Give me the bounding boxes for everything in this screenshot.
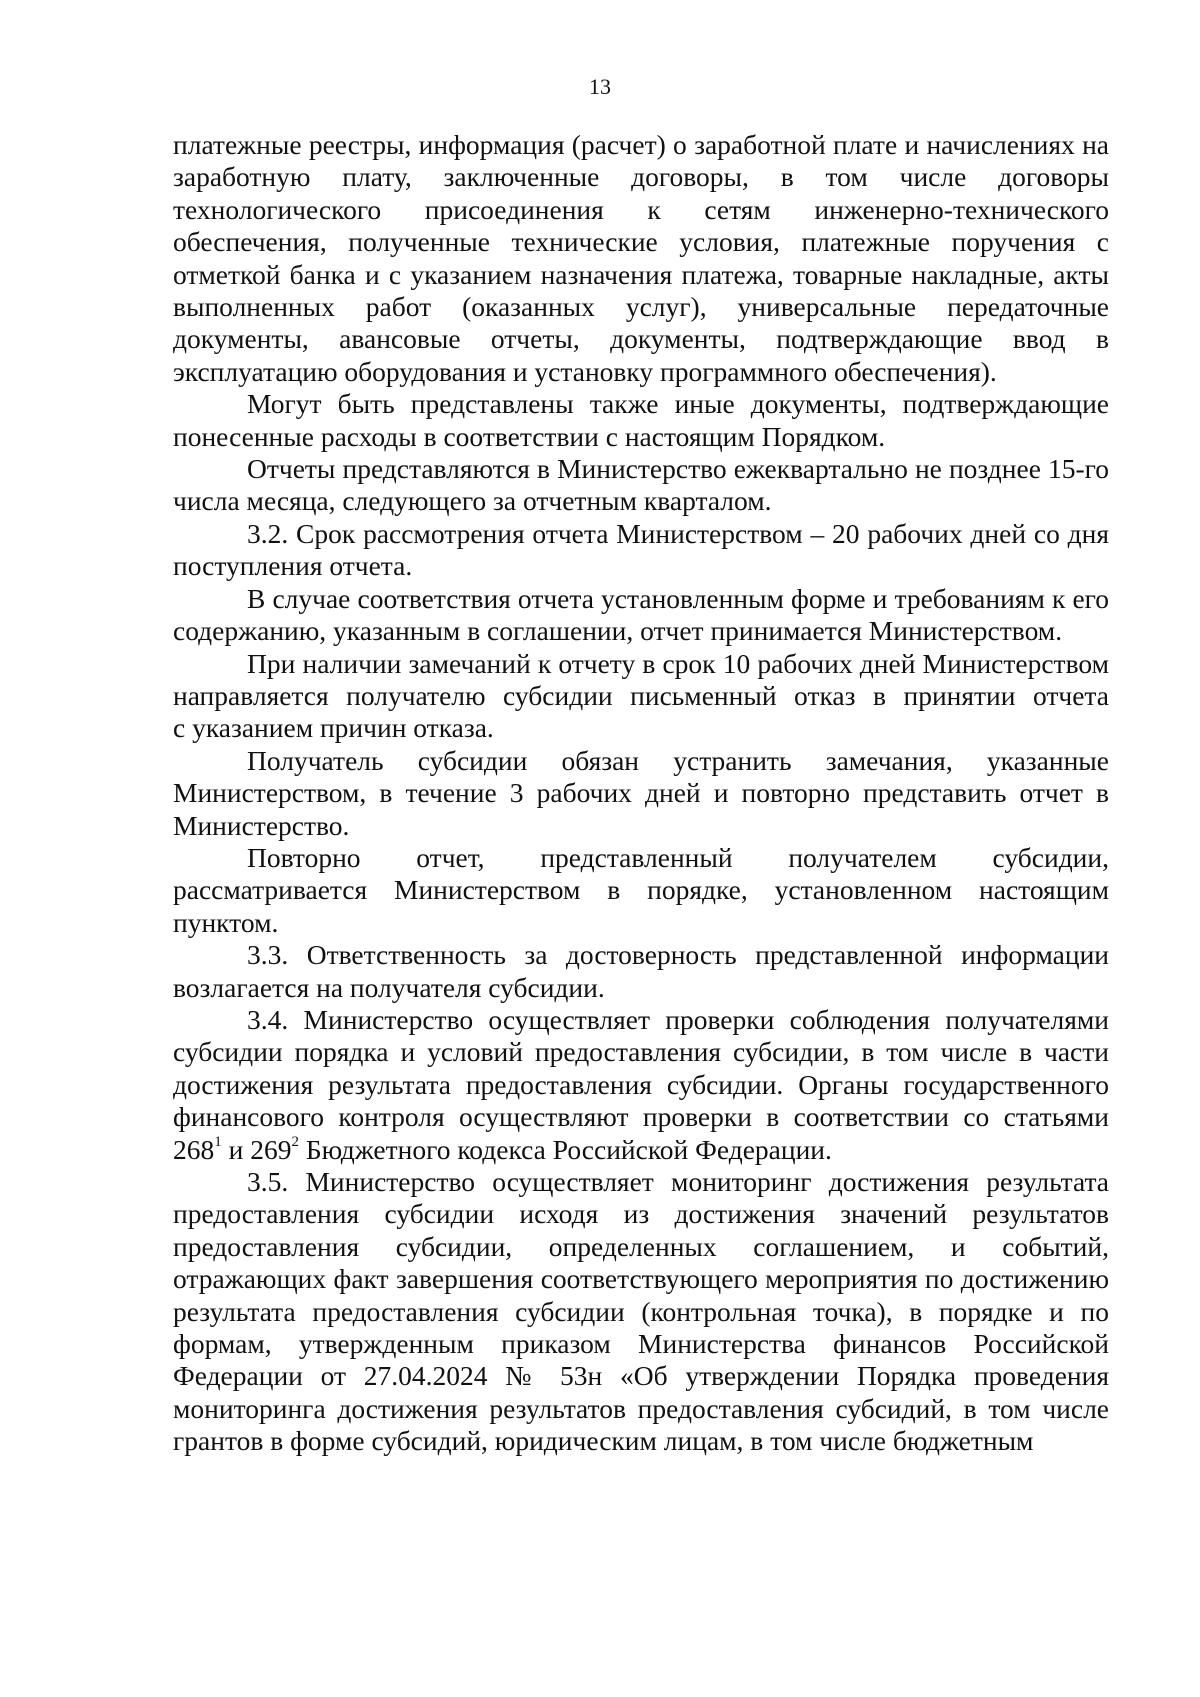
paragraph-documents-list: платежные реестры, информация (расчет) о заработной плате и начислениях на заработную плату, заключенные договоры, в том числе договоры технологического присоединения к сетям инженерно-технического обеспечения, полученные технические условия, платежные поручения с отметкой банка и с указанием назначения платежа, товарные накладные, акты выполненных работ (оказанных услуг), универсальные передаточные документы, авансовые отчеты, документы, подтверждающие ввод в эксплуатацию оборудования и установку программного обеспечения).: [173, 129, 1109, 387]
paragraph-refusal-reasons: с указанием причин отказа.: [173, 712, 494, 744]
paragraph-other-documents: Могут быть представлены также иные документы, подтверждающие понесенные расходы в соответствии с настоящим Порядком.: [173, 388, 1109, 452]
paragraph-3-3: 3.3. Ответственность за достоверность представленной информации возлагается на получателя субсидии.: [173, 939, 1109, 1003]
article-269-superscript: 2: [291, 1133, 299, 1150]
paragraph-3-4: [173, 1004, 1109, 1166]
paragraph-3-2: 3.2. Срок рассмотрения отчета Министерством – 20 рабочих дней со дня поступления отчета.: [173, 517, 1109, 582]
paragraph-resubmission: Повторно отчет, представленный получателем субсидии, рассматривается Министерством в порядке, установленном настоящим пунктом.: [173, 841, 1109, 938]
article-268-superscript: 1: [214, 1133, 222, 1150]
document-body: [173, 129, 1109, 1458]
paragraph-report-deadline: Отчеты представляются в Министерство ежеквартально не позднее 15-го числа месяца, следующего за отчетным кварталом.: [173, 453, 1109, 517]
paragraph-remarks: При наличии замечаний к отчету в срок 10 рабочих дней Министерством направляется получателю субсидии письменный отказ в принятии отчета: [173, 647, 1109, 711]
paragraph-3-4-text-after: Бюджетного кодекса Российской Федерации.: [298, 1133, 832, 1165]
paragraph-recipient-obligation: Получатель субсидии обязан устранить замечания, указанные Министерством, в течение 3 рабочих дней и повторно представить отчет в Министерство.: [173, 744, 1109, 841]
paragraph-3-4-text-before: 3.4. Министерство осуществляет проверки соблюдения получателями субсидии порядка и условий предоставления субсидии, в том числе в части достижения результата предоставления субсидии. Органы государственного финансового контроля осуществляют проверки в соответствии со статьями 268: [173, 1003, 1109, 1165]
paragraph-3-4-text-middle: и 269: [221, 1133, 292, 1165]
paragraph-report-accepted: В случае соответствия отчета установленным форме и требованиям к его содержанию, указанным в соглашении, отчет принимается Министерством.: [173, 582, 1109, 647]
page-number: 13: [589, 74, 611, 99]
paragraph-3-5: 3.5. Министерство осуществляет мониторинг достижения результата предоставления субсидии исходя из достижения значений результатов предоставления субсидии, определенных соглашением, и событий, отражающих факт завершения соответствующего мероприятия по достижению результата предоставления субсидии (контрольная точка), в порядке и по формам, утвержденным приказом Министерства финансов Российской Федерации от 27.04.2024 № 53н «Об утверждении Порядка проведения мониторинга достижения результатов предоставления субсидий, в том числе грантов в форме субсидий, юридическим лицам, в том числе бюджетным: [173, 1166, 1109, 1457]
